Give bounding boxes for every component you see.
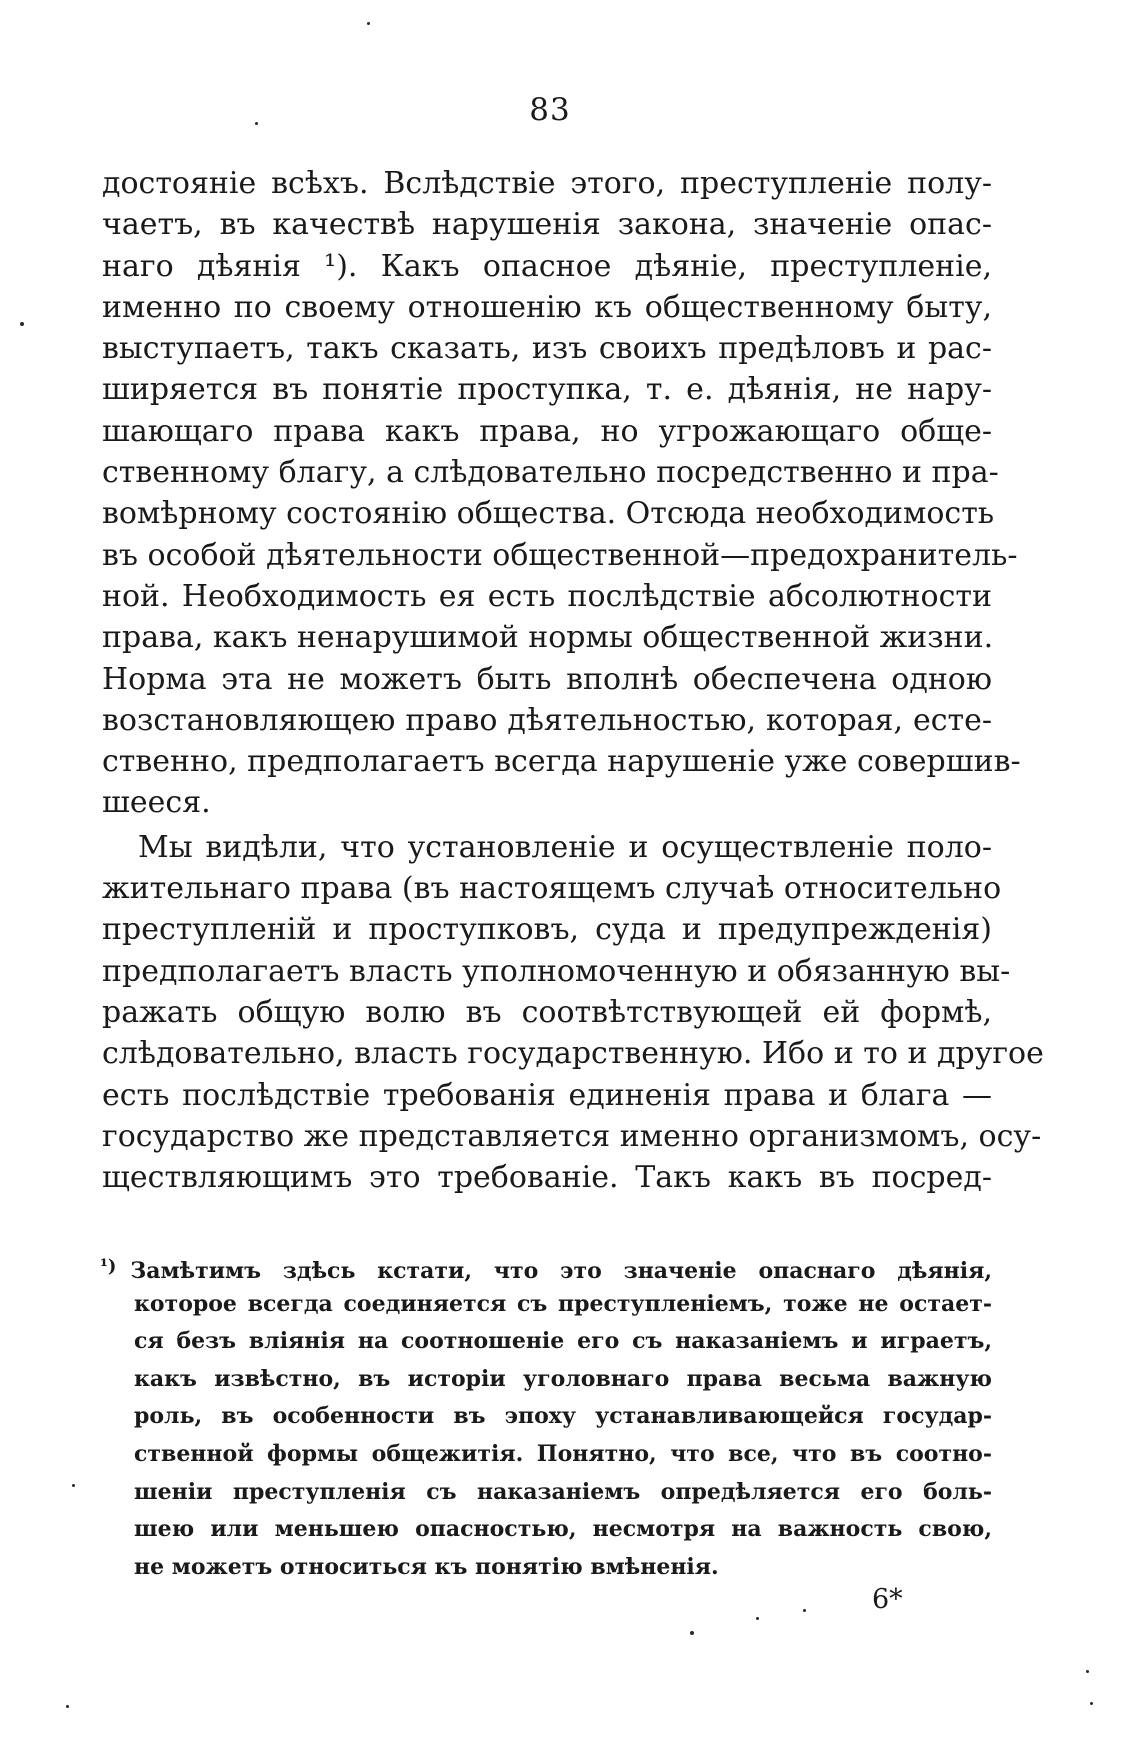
text-line: есть послѣдствіе требованія единенія права и блага — <box>102 1077 992 1113</box>
text-line: въ особой дѣятельности общественной—предохранитель- <box>102 537 1018 573</box>
text-line: Мы видѣли, что установленіе и осуществленіе поло- <box>138 829 992 865</box>
footnote <box>100 1248 992 1586</box>
scan-speck <box>20 322 24 326</box>
text-line: ражать общую волю въ соотвѣтствующей ей формѣ, <box>102 994 992 1030</box>
signature-mark: 6* <box>872 1584 903 1615</box>
text-line: предполагаетъ власть уполномоченную и обязанную вы- <box>102 953 1011 989</box>
scan-speck <box>72 1484 75 1487</box>
footnote-line: роль, въ особенности въ эпоху устанавливающейся государ- <box>134 1403 992 1430</box>
scan-speck <box>255 122 258 125</box>
text-line: возстановляющею право дѣятельностью, которая, есте- <box>102 702 992 738</box>
footnote-line: не можетъ относиться къ понятію вмѣненія. <box>134 1553 719 1580</box>
text-line: ственно, предполагаетъ всегда нарушеніе уже совершив- <box>102 744 1021 780</box>
text-line: выступаетъ, такъ сказать, изъ своихъ предѣловъ и рас- <box>102 331 992 367</box>
page-number: 83 <box>529 92 571 128</box>
footnote-line: которое всегда соединяется съ преступленіемъ, тоже не остает- <box>134 1290 992 1317</box>
footnote-line: ственной формы общежитія. Понятно, что все, что въ соотно- <box>134 1440 992 1467</box>
scan-speck <box>756 1617 759 1620</box>
main-text <box>102 163 1044 1198</box>
paragraph-1 <box>102 163 1021 824</box>
text-line: ширяется въ понятіе проступка, т. е. дѣянія, не нару- <box>102 372 992 408</box>
text-line: ственному благу, а слѣдовательно посредственно и пра- <box>102 455 999 491</box>
text-line: ществляющимъ это требованіе. Такъ какъ въ посред- <box>102 1160 992 1196</box>
text-line: именно по своему отношенію къ общественному быту, <box>102 289 992 325</box>
footnote-line: шеніи преступленія съ наказаніемъ опредѣляется его боль- <box>134 1478 992 1505</box>
footnote-line-text: Замѣтимъ здѣсь кстати, что это значеніе опаснаго дѣянія, <box>130 1258 992 1284</box>
text-line: наго дѣянія ¹). Какъ опасное дѣяніе, преступленіе, <box>102 248 992 284</box>
text-line: преступленій и проступковъ, суда и предупрежденія) <box>102 912 992 948</box>
text-line: государство же представляется именно организмомъ, осу- <box>102 1118 1042 1154</box>
text-line: ной. Необходимость ея есть послѣдствіе абсолютности <box>102 578 992 614</box>
footnote-marker: ¹) <box>100 1256 117 1277</box>
scan-speck <box>1090 1702 1093 1705</box>
text-line: Норма эта не можетъ быть вполнѣ обеспечена одною <box>102 661 992 697</box>
text-line: права, какъ ненарушимой нормы общественной жизни. <box>102 620 994 656</box>
text-line: шееся. <box>102 785 211 821</box>
scan-speck <box>1086 1670 1089 1673</box>
footnote-line <box>100 1248 992 1286</box>
scan-speck <box>803 1609 806 1612</box>
footnote-line: шею или меньшею опасностью, несмотря на важность свою, <box>134 1516 992 1543</box>
text-line: вомѣрному состоянію общества. Отсюда необходимость <box>102 496 995 532</box>
paragraph-2 <box>102 827 1044 1199</box>
scan-speck <box>367 22 370 25</box>
text-line: жительнаго права (въ настоящемъ случаѣ относительно <box>102 871 1002 907</box>
scan-speck <box>66 1705 69 1708</box>
text-line: достояніе всѣхъ. Вслѣдствіе этого, преступленіе полу- <box>102 166 992 201</box>
text-line: чаетъ, въ качествѣ нарушенія закона, значеніе опас- <box>102 207 992 243</box>
scan-speck <box>690 1631 694 1635</box>
text-line: шающаго права какъ права, но угрожающаго обще- <box>102 413 992 449</box>
footnote-line: какъ извѣстно, въ исторіи уголовнаго права весьма важную <box>134 1365 992 1392</box>
text-line: слѣдовательно, власть государственную. Ибо и то и другое <box>102 1036 1044 1072</box>
footnote-line: ся безъ вліянія на соотношеніе его съ наказаніемъ и играетъ, <box>134 1328 992 1355</box>
